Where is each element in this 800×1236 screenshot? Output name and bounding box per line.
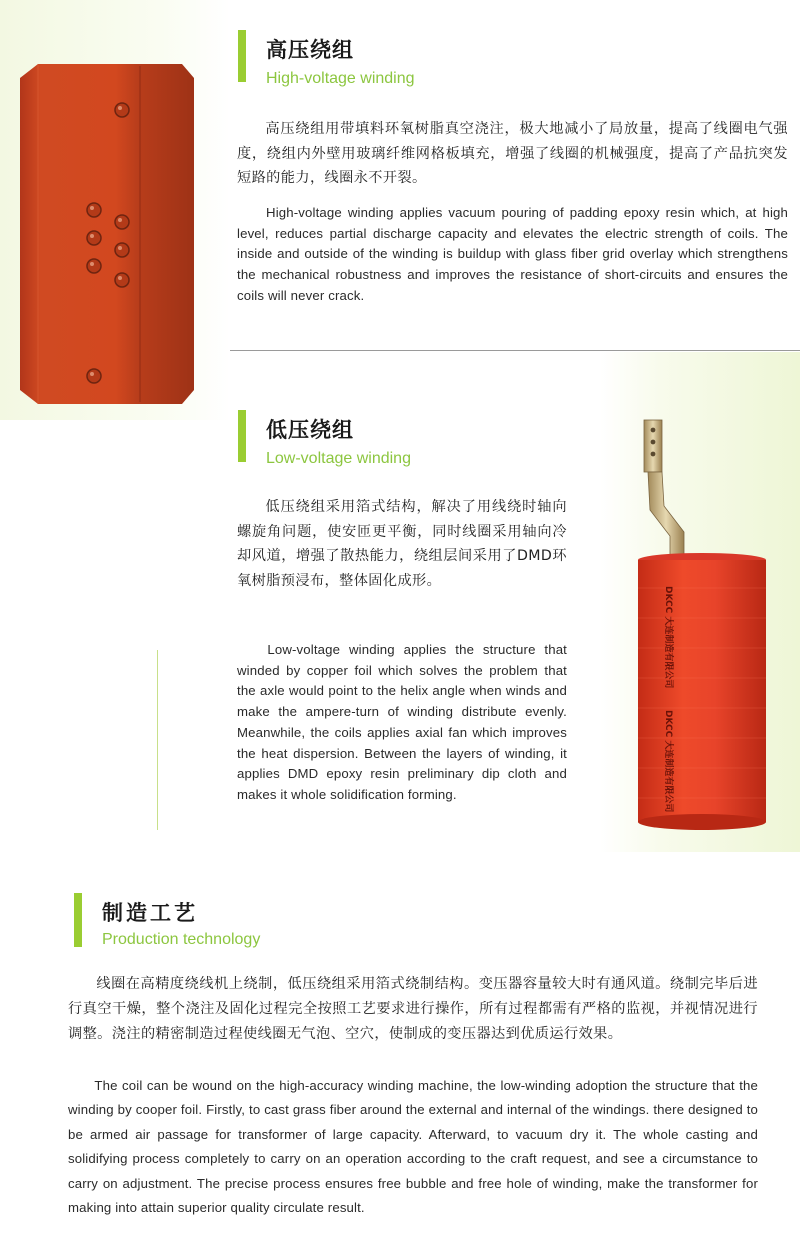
coil-brand-label: DKCC 大连制造有限公司	[663, 586, 673, 689]
coil-brand-label-2: DKCC 大连制造有限公司	[663, 710, 673, 813]
prod-body-en: The coil can be wound on the high-accuracy winding machine, the low-winding adoption the structure that the winding by cooper foil. Firstly, to cast grass fiber around the external and internal of the windings. there designed to be armed air passage for transformer of large capacity. Afterward, to vacuum dry it. The whole casting and solidifying process completely to carry on an operation according to the craft request, and see a circumstance to carry on adjustment. The precise process ensures free bubble and free hole of winding, make the transformer for making into attain superior quality circulate result.	[68, 1078, 758, 1216]
lv-title-cn: 低压绕组	[266, 418, 354, 442]
low-voltage-coil-illustration	[630, 418, 780, 838]
high-voltage-coil-illustration	[14, 60, 196, 410]
copper-busbar	[644, 420, 684, 558]
prod-body-cn: 线圈在高精度绕线机上绕制，低压绕组采用箔式绕制结构。变压器容量较大时有通风道。绕制完毕后进行真空干燥，整个浇注及固化过程完全按照工艺要求进行操作，所有过程都需有严格的监视，并视情况进行调整。浇注的精密制造过程使线圈无气泡、空穴，使制成的变压器达到优质运行效果。	[68, 976, 758, 1042]
lv-body-cn: 低压绕组采用箔式结构，解决了用线绕时轴向螺旋角问题，使安匝更平衡，同时线圈采用轴向冷却风道，增强了散热能力，绕组层间采用了DMD环氧树脂预浸布，整体固化成形。	[237, 499, 567, 589]
lv-accent-bar	[238, 410, 246, 462]
hv-title-cn: 高压绕组	[266, 38, 354, 62]
hv-title-en: High-voltage winding	[266, 70, 415, 87]
hv-accent-bar	[238, 30, 246, 82]
hv-body-cn: 高压绕组用带填料环氧树脂真空浇注，极大地减小了局放量，提高了线圈电气强度，绕组内外壁用玻璃纤维网格板填充，增强了线圈的机械强度，提高了产品抗突发短路的能力，线圈永不开裂。	[237, 121, 788, 186]
lv-title-en: Low-voltage winding	[266, 450, 411, 467]
section-divider	[230, 350, 800, 351]
low-voltage-coil-image	[630, 418, 780, 838]
prod-accent-bar	[74, 893, 82, 947]
lv-left-guide-line	[157, 650, 158, 830]
prod-title-cn: 制造工艺	[102, 901, 198, 925]
high-voltage-coil-image	[14, 60, 196, 410]
prod-title-en: Production technology	[102, 931, 261, 948]
hv-body-en: High-voltage winding applies vacuum pouring of padding epoxy resin which, at high level, reduces partial discharge capacity and elevates the electric strength of coils. The inside and outside of the winding is buildup with glass fiber grid overlay which strengthens the mechanical robustness and improves the resistance of short-circuits and ensures the coils will never crack.	[237, 205, 788, 303]
lv-body-en: Low-voltage winding applies the structure that winded by copper foil which solves the problem that the axle would point to the helix angle when winds and make the ampere-turn of winding distribute evenly. Meanwhile, the coils applies axial fan which improves the heat dispersion. Between the layers of winding, it applies DMD epoxy resin preliminary dip cloth and makes it whole solidification forming.	[237, 642, 567, 802]
